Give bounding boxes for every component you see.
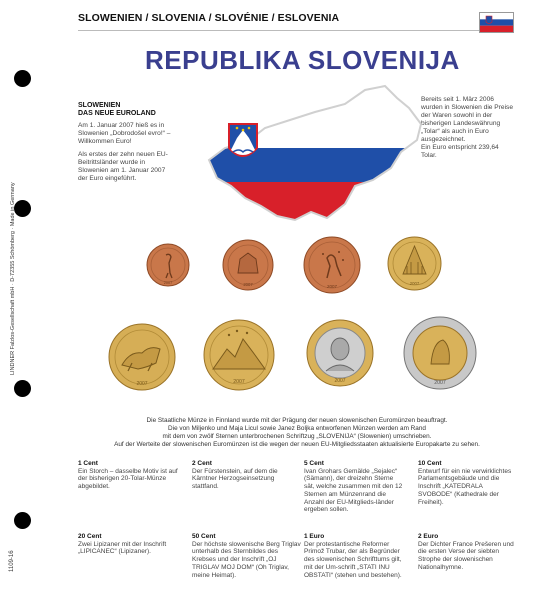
coin-2-cent [222, 239, 274, 291]
description-line: mit dem von zwölf Sternen unterbrochenen Schriftzug „SLOVENIJA“ (Slowenien) umschrieben. [162, 433, 432, 441]
intro-text-left [78, 102, 176, 188]
coin-caption-5-cent [304, 460, 404, 514]
coin-year: 2007 [136, 381, 148, 387]
punch-hole [14, 380, 31, 397]
description-line: Die von Miljenko und Maja Licul sowie Janez Boljka entworfenen Münzen werden am Rand [168, 425, 426, 433]
intro-paragraph: Ein Euro entspricht 239,64 Tolar. [421, 144, 499, 159]
country-header: SLOWENIEN / SLOVENIA / SLOVÉNIE / ESLOVENIA [78, 12, 340, 24]
coin-caption-text: Der Dichter France Prešeren und die ersten Verse der siebten Strophe der slowenischen Nationalhymne. [418, 540, 514, 571]
coin-caption-title: 1 Cent [78, 460, 98, 467]
coin-year: 2007 [163, 281, 173, 285]
sheet-code: 1109-16 [9, 550, 15, 572]
coin-caption-text: Der Fürstenstein, auf dem die Kärntner Herzogseinsetzung stattfand. [192, 467, 278, 491]
coin-year: 2007 [334, 378, 346, 384]
coin-caption-1-euro [304, 533, 404, 579]
coin-caption-text: Zwei Lipizaner mit der Inschrift „LIPICANEC“ (Lipizaner). [78, 540, 167, 556]
coin-caption-50-cent [192, 533, 302, 579]
header-divider [78, 30, 513, 31]
coin-year: 2007 [434, 380, 446, 386]
coin-2-euro [403, 316, 477, 390]
coin-caption-title: 2 Euro [418, 533, 439, 540]
minting-description [78, 417, 516, 449]
intro-paragraph: Bereits seit 1. März 2006 wurden in Slowenien die Preise der Waren sowohl in der bisherigen Landeswährung „Tolar“ als auch in Euro ausgezeichnet. [421, 96, 514, 143]
publisher-imprint: LINDNER Falzlos-Gesellschaft mbH · D-72355 Schömberg · Made in Germany [10, 182, 16, 375]
coin-caption-text: Ein Storch – dasselbe Motiv ist auf der bisherigen 20-Tolar-Münze abgebildet. [78, 467, 178, 491]
coin-caption-2-cent [192, 460, 302, 491]
coin-caption-title: 50 Cent [192, 533, 216, 540]
punch-hole [14, 512, 31, 529]
coin-caption-10-cent [418, 460, 518, 506]
coin-50-cent [203, 319, 275, 391]
coin-5-cent [303, 236, 361, 294]
coin-caption-title: 1 Euro [304, 533, 325, 540]
coin-caption-title: 10 Cent [418, 460, 442, 467]
coin-caption-text: Ivan Grohars Gemälde „Sejalec“ (Sämann), der dreizehn Sterne sät, welche zusammen mit den 12 Sternen am Münzenrand die Anzahl der EU-Mitglieds-länder ergeben sollen. [304, 467, 403, 514]
coin-caption-title: 20 Cent [78, 533, 102, 540]
intro-text-right [421, 96, 516, 160]
coin-caption-1-cent [78, 460, 188, 491]
coin-caption-text: Entwurf für ein nie verwirklichtes Parlamentsgebäude und die Inschrift „KATEDRALA SVOBODE“ (Kathedrale der Freiheit). [418, 467, 512, 506]
coin-caption-text: Der protestantische Reformer Primož Trubar, der als Begründer des slowenischen Schrifttums gilt, mit der Um-schrift „STATI INU OBSTATI“ (stehen und bestehen). [304, 540, 402, 579]
coin-caption-20-cent [78, 533, 188, 556]
coin-year: 2007 [326, 284, 338, 289]
punch-hole [14, 200, 31, 217]
punch-hole [14, 70, 31, 87]
slovenia-flag-icon [479, 12, 514, 33]
coin-year: 2007 [243, 282, 253, 287]
coin-caption-title: 5 Cent [304, 460, 324, 467]
slovenia-flag-map [195, 68, 427, 233]
coin-caption-2-euro [418, 533, 518, 572]
coin-caption-text: Der höchste slowenische Berg Triglav unterhalb des Sternbildes des Krebses und der Inschrift „OJ TRIGLAV MOJ DOM“ (Oh Triglav, meine Heimat). [192, 540, 301, 579]
coin-caption-title: 2 Cent [192, 460, 212, 467]
coin-1-cent [146, 243, 190, 287]
coin-10-cent [387, 236, 442, 291]
coin-20-cent [108, 323, 176, 391]
coin-1-euro [306, 319, 374, 387]
coin-year: 2007 [409, 281, 420, 286]
coin-year: 2007 [233, 379, 245, 385]
description-line: Die Staatliche Münze in Finnland wurde mit der Prägung der neuen slowenischen Euromünzen beauftragt. [146, 417, 448, 424]
coat-of-arms-icon [229, 124, 257, 156]
intro-heading: SLOWENIEN [78, 102, 121, 109]
page-title: REPUBLIKA SLOVENIJA [145, 45, 460, 75]
intro-paragraph: Als erstes der zehn neuen EU-Beitrittsländer wurde in Slowenien am 1. Januar 2007 der Euro eingeführt. [78, 151, 168, 182]
intro-subheading: DAS NEUE EUROLAND [78, 110, 156, 117]
intro-paragraph: Am 1. Januar 2007 hieß es in Slowenien „Dobrodošel evro!“ – Willkommen Euro! [78, 122, 171, 145]
description-line: Auf der Werteite der slowenischen Euromünzen ist die wegen der neuen EU-Mitgliedsstaaten aktualisierte Europakarte zu sehen. [114, 441, 480, 449]
